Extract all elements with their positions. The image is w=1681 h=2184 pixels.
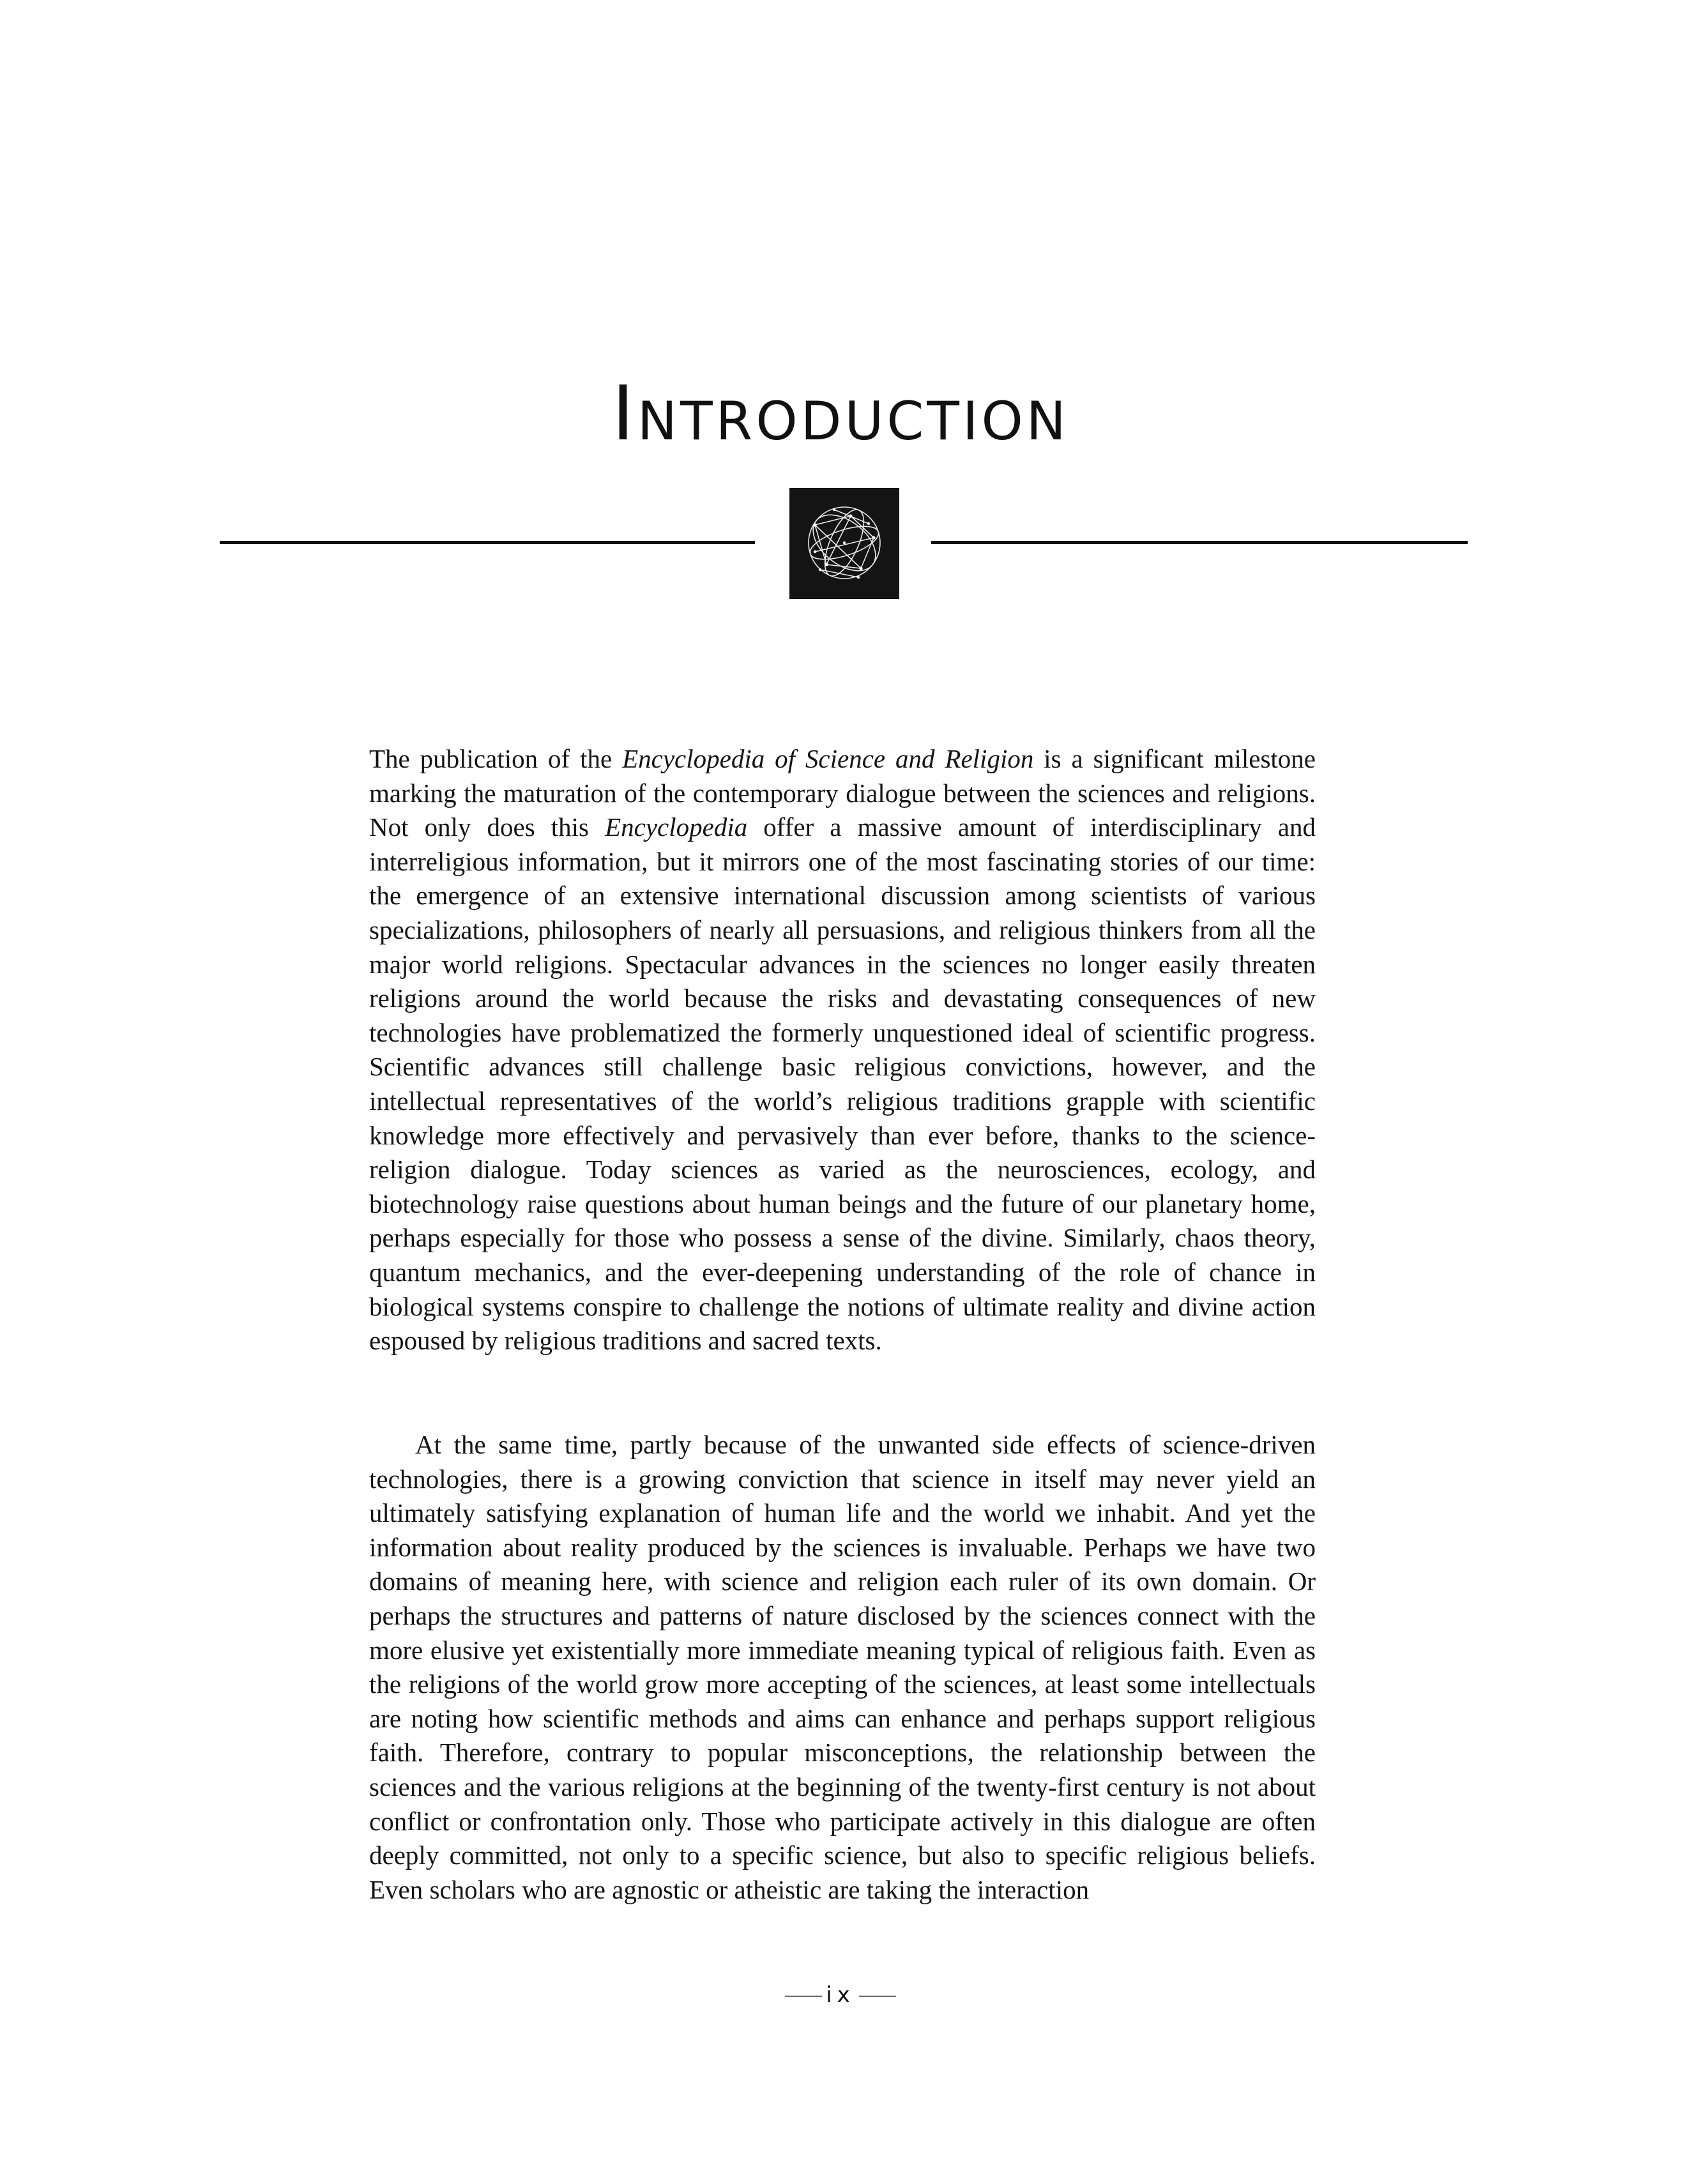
page-number [0,1982,1681,2008]
book-title: Encyclopedia of Science and Religion [622,744,1034,773]
body-paragraph-2: At the same time, partly because of the unwanted side effects of science-driven technologies, there is a growing conviction that science in itself may never yield an ultimately satisfying explanation of human life and the world we inhabit. And yet the information about reality produced by the sciences is invaluable. Perhaps we have two domains of meaning here, with science and religion each ruler of its own domain. Or perhaps the structures and patterns of nature disclosed by the sciences connect with the more elusive yet existentially more immediate meaning typical of religious faith. Even as the religions of the world grow more accepting of the sciences, at least some intellectuals are noting how scientific methods and aims can enhance and perhaps support religious faith. Therefore, contrary to popular misconceptions, the relationship between the sciences and the various religions at the beginning of the twenty-first century is not about conflict or confrontation only. Those who participate actively in this dialogue are often deeply committed, not only to a specific science, but also to specific religious beliefs. Even scholars who are agnostic or atheistic are taking the interaction [369,1430,1316,1904]
title-rule-right [931,541,1468,544]
page-title: Introduction [612,369,1069,457]
folio-dash-left [785,1996,822,1997]
title-rule-left [220,541,755,544]
body-paragraph-1 [369,742,1316,1358]
paragraph-1-rest: offer a massive amount of interdisciplinary and interreligious information, but it mirrors one of the most fascinating stories of our time: the emergence of an extensive international discussion among scientists of various specializations, philosophers of nearly all persuasions, and religious thinkers from all the major world religions. Spectacular advances in the sciences no longer easily threaten religions around the world because the risks and devastating consequences of new technologies have problematized the formerly unquestioned ideal of scientific progress. Scientific advances still challenge basic religious convictions, however, and the intellectual representatives of the world’s religious traditions grapple with scientific knowledge more effectively and pervasively than ever before, thanks to the science-religion dialogue. Today sciences as varied as the neurosciences, ecology, and biotechnology raise questions about human beings and the future of our planetary home, perhaps especially for those who possess a sense of the divine. Similarly, chaos theory, quantum mechanics, and the ever-deepening understanding of the role of chance in biological systems conspire to challenge the notions of ultimate reality and divine action espoused by religious traditions and sacred texts. [369,812,1316,1356]
encyclopedia-term: Encyclopedia [605,812,748,842]
paragraph-1-lead: The publication of the [369,744,623,773]
folio-dash-right [859,1996,896,1997]
page-number-text: ix [826,1982,855,2008]
celestial-sphere-icon [789,488,899,599]
paragraph-1-mid: is a significant milestone marking the maturation of the contemporary dialogue between the sciences and religions. Not only does this [369,744,1316,842]
